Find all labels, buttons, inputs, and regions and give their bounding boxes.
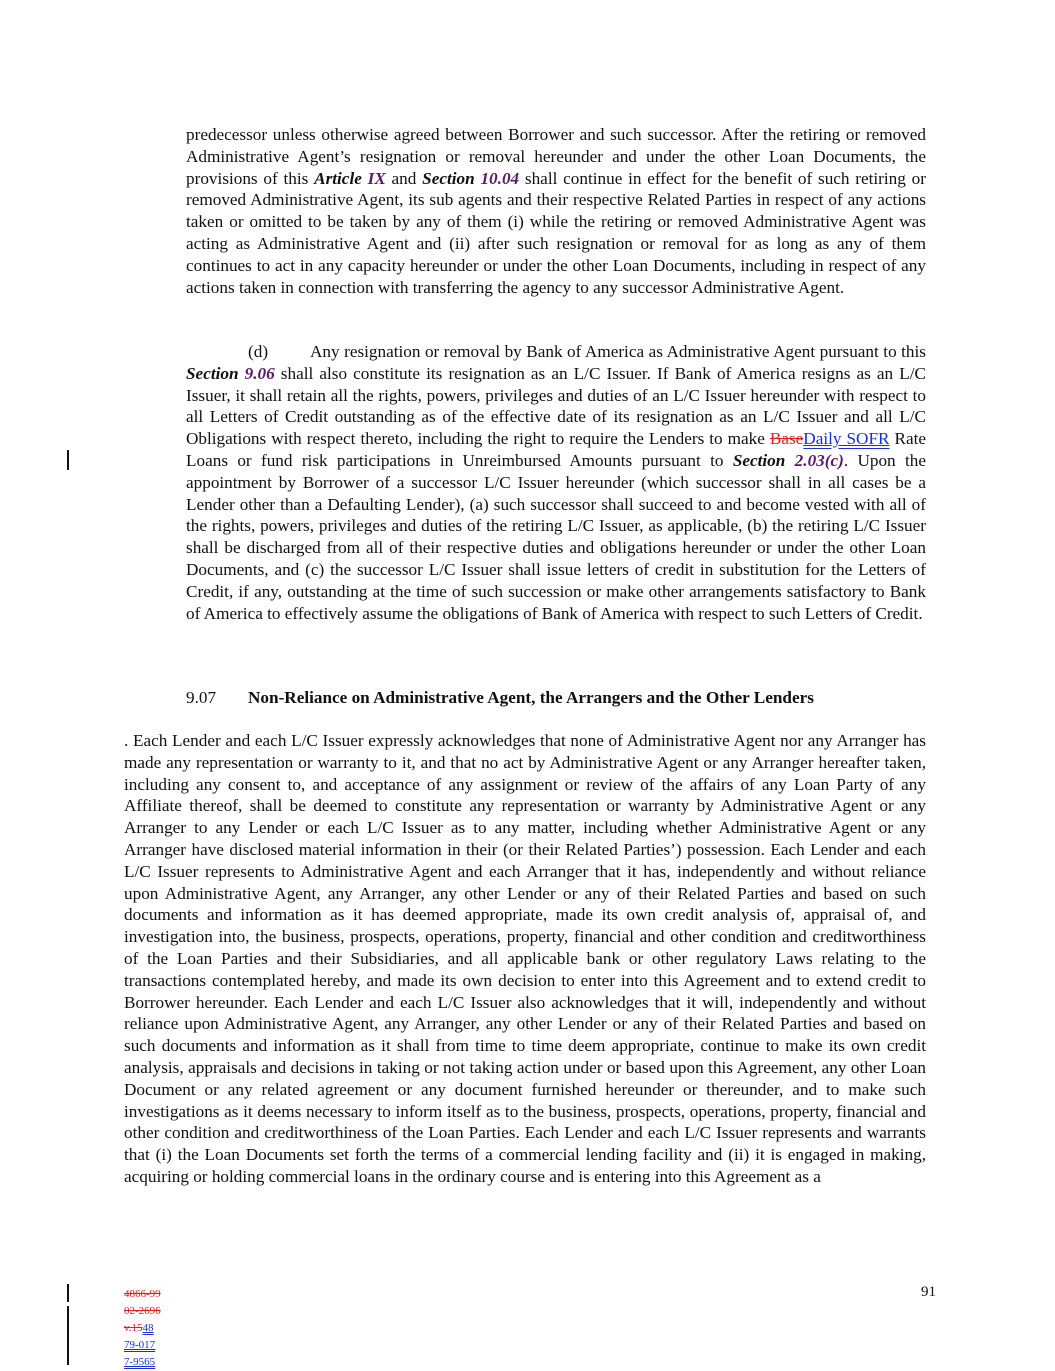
xref-number: 9.06 xyxy=(244,363,275,383)
footer-id-deleted: 4866-99 xyxy=(124,1288,161,1300)
xref-number: IX xyxy=(367,168,386,188)
xref-label: Section xyxy=(422,168,481,188)
page-number: 91 xyxy=(921,1284,936,1300)
paragraph-text: predecessor unless otherwise agreed between Borrower and such successor. After the retiring or removed Administrative Agent’s resignation or removal hereunder and under the other Loan Documents, the provisions of this xyxy=(186,125,926,188)
xref-number: 2.03(c) xyxy=(794,450,844,470)
paragraph-text: . Upon the appointment by Borrower of a successor L/C Issuer hereunder (which successor shall in all cases be a Lender other than a Defaulting Lender), (a) such successor shall succeed to and become vested with all of the rights, powers, privileges and duties of the retiring L/C Issuer, as applicable, (b) the retiring L/C Issuer shall be discharged from all of their respective duties and obligations hereunder or under the other Loan Documents, and (c) the successor L/C Issuer shall issue letters of credit in substitution for the Letters of Credit, if any, outstanding at the time of such succession or make other arrangements satisfactory to Bank of America to effectively assume the obligations of Bank of America with respect to such Letters of Credit. xyxy=(186,450,926,623)
paragraph-text: shall also constitute its resignation as an L/C Issuer. If Bank of America resigns as an L/C Issuer, it shall retain all the rights, powers, privileges and duties of an L/C Issuer hereunder with respect to all Letters of Credit outstanding as of the effective date of its resignation as an L/C Issuer and all L/C Obligations with respect thereto, including the right to require the Lenders to make xyxy=(186,363,926,449)
paragraph-predecessor xyxy=(186,124,926,298)
paragraph-text: Rate Loans or fund risk participations in Unreimbursed Amounts pursuant to xyxy=(186,429,926,470)
paragraph-non-reliance: . Each Lender and each L/C Issuer expressly acknowledges that none of Administrative Agent nor any Arranger has made any representation or warranty to it, and that no act by Administrative Agent or any Arranger hereafter taken, including any consent to, and acceptance of any assignment or review of the affairs of any Loan Party of any Affiliate thereof, shall be deemed to constitute any representation or warranty by Administrative Agent or any Arranger to any Lender or each L/C Issuer as to any matter, including whether Administrative Agent or any Arranger have disclosed material information in their (or their Related Parties’) possession. Each Lender and each L/C Issuer represents to Administrative Agent and each Arranger that it has, independently and without reliance upon Administrative Agent, any Arranger, any other Lender or any of their Related Parties and based on such documents and information as it has deemed appropriate, made its own credit analysis of, appraisal of, and investigation into, the business, prospects, operations, property, financial and other condition and creditworthiness of the Loan Parties and their Subsidiaries, and all applicable bank or other regulatory Laws relating to the transactions contemplated hereby, and made its own decision to enter into this Agreement and to extend credit to Borrower hereunder. Each Lender and each L/C Issuer also acknowledges that it will, independently and without reliance upon Administrative Agent, any Arranger, any other Lender or any of their Related Parties and based on such documents and information as it shall from time to time deem appropriate, continue to make its own credit analysis, appraisals and decisions in taking or not taking action under or based upon this Agreement, any other Loan Document or any related agreement or any document furnished hereunder or thereunder, and to make such investigations as it deems necessary to inform itself as to the business, prospects, operations, property, financial and other condition and creditworthiness of the Loan Parties. Each Lender and each L/C Issuer represents and warrants that (i) the Loan Documents set forth the terms of a commercial lending facility and (ii) it is engaged in making, acquiring or holding commercial loans in the ordinary course and is entering into this Agreement as a xyxy=(124,731,926,1186)
subsection-label: (d) xyxy=(248,342,269,361)
cross-reference-section-9-06[interactable] xyxy=(186,364,275,383)
cross-reference-section-10-04[interactable] xyxy=(422,169,519,188)
footer-id-line-3 xyxy=(124,1320,161,1337)
deleted-text: Base xyxy=(769,429,804,449)
xref-label: Section xyxy=(186,363,245,383)
section-number: 9.07 xyxy=(186,688,217,707)
footer-id-deleted: 02-2696 xyxy=(124,1305,161,1317)
xref-label: Section xyxy=(732,450,795,470)
paragraph-text: and xyxy=(385,168,423,188)
paragraph-text: Any resignation or removal by Bank of America as Administrative Agent pursuant to this xyxy=(310,342,926,361)
cross-reference-section-2-03c[interactable] xyxy=(733,451,844,470)
footer-id-inserted: 48 xyxy=(142,1322,154,1334)
paragraph-d-resignation xyxy=(186,341,926,624)
xref-number: 10.04 xyxy=(480,168,520,188)
xref-label: Article xyxy=(314,168,368,188)
change-bar xyxy=(67,1284,69,1302)
section-title: Non-Reliance on Administrative Agent, the Arrangers and the Other Lenders xyxy=(248,688,814,707)
cross-reference-article-ix[interactable] xyxy=(314,169,386,188)
footer-id-inserted: 7-9565 xyxy=(124,1356,156,1368)
change-bar xyxy=(67,450,69,470)
paragraph-text: shall continue in effect for the benefit of such retiring or removed Administrative Agent, its sub agents and their respective Related Parties in respect of any actions taken or omitted to be taken by any of them (i) while the retiring or removed Administrative Agent was acting as Administrative Agent and (ii) after such resignation or removal for as long as any of them continues to act in any capacity hereunder or under the other Loan Documents, including in respect of any actions taken in connection with transferring the agency to any successor Administrative Agent. xyxy=(186,168,926,297)
change-bar xyxy=(67,1306,69,1365)
footer-id-inserted: 79-017 xyxy=(124,1339,156,1351)
inserted-text: Daily SOFR xyxy=(803,429,890,449)
footer-id-deleted: v.15 xyxy=(124,1322,143,1334)
section-heading-9-07 xyxy=(186,687,814,709)
footer-document-id xyxy=(124,1286,161,1371)
